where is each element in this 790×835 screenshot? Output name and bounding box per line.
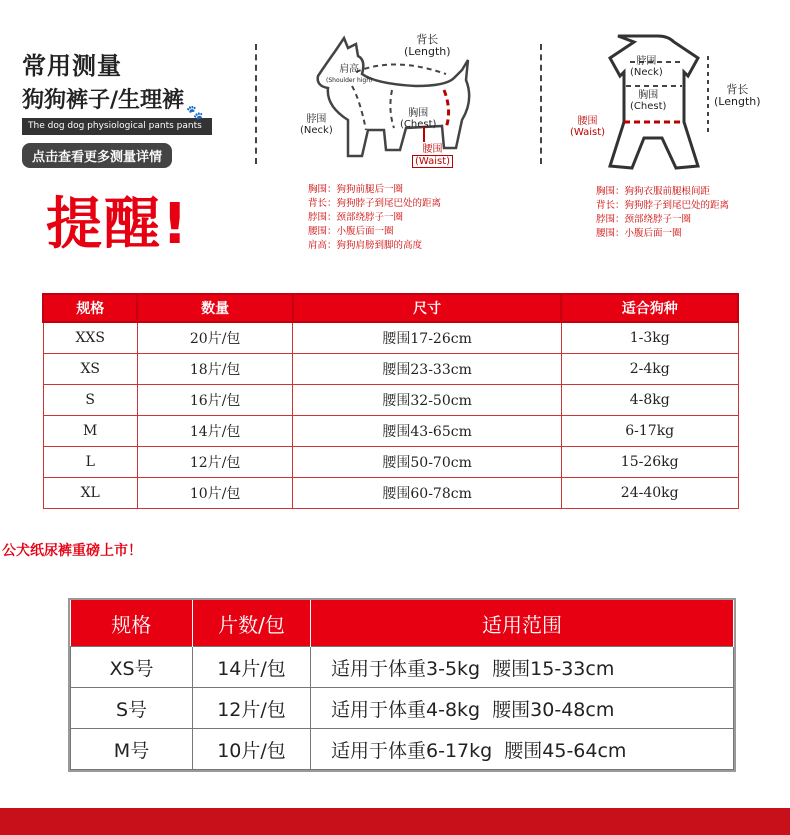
cell-size: L — [43, 447, 137, 478]
footer-bar — [0, 808, 790, 835]
cell-quantity: 14片/包 — [137, 416, 292, 447]
cell-size: S号 — [71, 688, 193, 729]
paw-icon: 🐾 — [186, 105, 204, 121]
cell-quantity: 12片/包 — [137, 447, 292, 478]
cell-dimension: 腰围43-65cm — [293, 416, 562, 447]
garment-diagram — [568, 26, 768, 186]
size-table-header — [43, 294, 738, 322]
dog-shoulder-label: 肩高 (Shoulder high) — [326, 64, 373, 84]
dog-note: 腰围：小腹后面一圈 — [308, 226, 394, 237]
cell-weight: 15-26kg — [561, 447, 738, 478]
garment-note: 脖围：颈部绕脖子一圈 — [596, 214, 692, 225]
cell-dimension: 腰围23-33cm — [293, 354, 562, 385]
divider-right — [540, 44, 542, 164]
table-row — [71, 729, 734, 770]
cell-pieces: 12片/包 — [193, 688, 311, 729]
cell-size: XS — [43, 354, 137, 385]
table-row — [71, 688, 734, 729]
garment-neck-label: 脖围 (Neck) — [630, 56, 663, 78]
cell-dimension: 腰围32-50cm — [293, 385, 562, 416]
cell-dimension: 腰围50-70cm — [293, 447, 562, 478]
header-size: 规格 — [71, 600, 193, 647]
divider-left — [255, 44, 257, 164]
male-table-frame — [68, 598, 736, 772]
cell-weight: 1-3kg — [561, 322, 738, 354]
dog-notes — [308, 183, 441, 253]
reminder-heading: 提醒! — [46, 192, 190, 257]
cell-weight: 4-8kg — [561, 385, 738, 416]
dog-note: 脖围：颈部绕脖子一圈 — [308, 212, 404, 223]
table-row — [43, 478, 738, 509]
measure-details-button[interactable]: 点击查看更多测量详情 — [22, 143, 172, 168]
cell-dimension: 腰围17-26cm — [293, 322, 562, 354]
cell-range: 适用于体重3-5kg 腰围15-33cm — [311, 647, 734, 688]
cell-quantity: 10片/包 — [137, 478, 292, 509]
dog-note: 肩高：狗狗肩膀到脚的高度 — [308, 240, 423, 251]
dog-diagram — [296, 30, 516, 180]
garment-notes — [596, 185, 729, 241]
promo-text: 公犬纸尿裤重磅上市！ — [2, 543, 142, 559]
cell-weight: 2-4kg — [561, 354, 738, 385]
header-size: 规格 — [43, 294, 137, 322]
header-block — [22, 46, 242, 168]
dog-neck-label: 脖围 (Neck) — [300, 114, 333, 136]
garment-note: 背长：狗狗脖子到尾巴处的距离 — [596, 200, 730, 211]
cell-size: XL — [43, 478, 137, 509]
dog-note: 背长：狗狗脖子到尾巴处的距离 — [308, 198, 442, 209]
garment-chest-label: 胸围 (Chest) — [630, 90, 667, 112]
cell-dimension: 腰围60-78cm — [293, 478, 562, 509]
title-line2: 狗狗裤子/生理裤 — [22, 88, 185, 113]
header-pieces: 片数/包 — [193, 600, 311, 647]
cell-size: XXS — [43, 322, 137, 354]
cell-size: M — [43, 416, 137, 447]
cell-weight: 6-17kg — [561, 416, 738, 447]
garment-note: 胸围：狗狗衣服前腿根间距 — [596, 186, 711, 197]
garment-note: 腰围：小腹后面一圈 — [596, 228, 682, 239]
cell-quantity: 18片/包 — [137, 354, 292, 385]
table-row — [43, 385, 738, 416]
table-row — [43, 322, 738, 354]
garment-waist-label: 腰围 (Waist) — [570, 116, 606, 138]
dog-chest-label: 胸围 (Chest) — [400, 108, 437, 130]
garment-back-length-label: 背长 (Length) — [714, 83, 761, 108]
table-row — [43, 447, 738, 478]
header-quantity: 数量 — [137, 294, 292, 322]
cell-size: S — [43, 385, 137, 416]
cell-size: XS号 — [71, 647, 193, 688]
cell-quantity: 16片/包 — [137, 385, 292, 416]
dog-back-length-label: 背长 (Length) — [404, 33, 451, 58]
subtitle-en: The dog dog physiological pants pants — [22, 118, 212, 135]
cell-range: 适用于体重6-17kg 腰围45-64cm — [311, 729, 734, 770]
header-dog-type: 适合狗种 — [561, 294, 738, 322]
cell-quantity: 20片/包 — [137, 322, 292, 354]
size-table — [42, 293, 739, 509]
cell-pieces: 14片/包 — [193, 647, 311, 688]
cell-pieces: 10片/包 — [193, 729, 311, 770]
male-diaper-table — [70, 600, 734, 770]
table-row — [43, 416, 738, 447]
title-line1: 常用测量 — [22, 52, 122, 80]
dog-note: 胸围：狗狗前腿后一圈 — [308, 184, 404, 195]
male-table-header — [71, 600, 734, 647]
table-row — [71, 647, 734, 688]
cell-range: 适用于体重4-8kg 腰围30-48cm — [311, 688, 734, 729]
dog-waist-label: 腰围 (Waist) — [412, 144, 453, 168]
cell-size: M号 — [71, 729, 193, 770]
header-dimension: 尺寸 — [293, 294, 562, 322]
table-row — [43, 354, 738, 385]
cell-weight: 24-40kg — [561, 478, 738, 509]
header-range: 适用范围 — [311, 600, 734, 647]
